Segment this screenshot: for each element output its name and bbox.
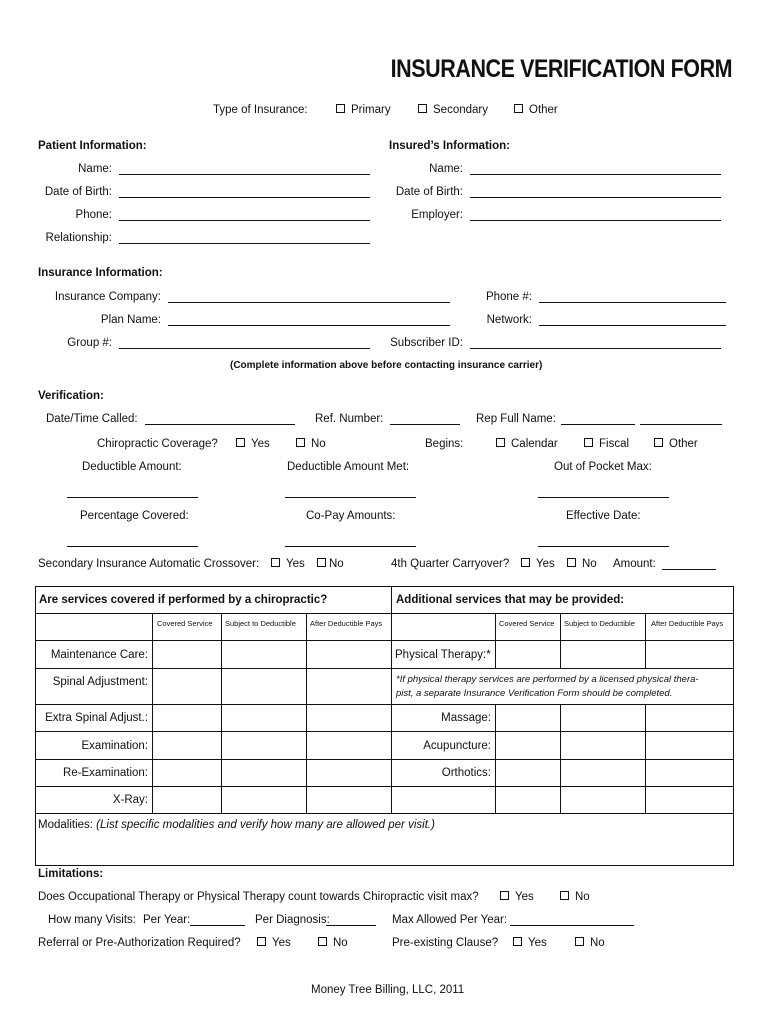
crossover-yes-checkbox[interactable] [271, 558, 280, 567]
insurance-phone-field[interactable] [539, 302, 726, 303]
crossover-yes-label: Yes [286, 558, 305, 570]
ref-number-field[interactable] [390, 424, 460, 425]
insured-dob-field[interactable] [470, 197, 721, 198]
q4-carryover-label: 4th Quarter Carryover? [391, 558, 510, 570]
modalities-label: Modalities: [38, 819, 93, 831]
referral-yes-checkbox[interactable] [257, 937, 266, 946]
crossover-no-checkbox[interactable] [317, 558, 326, 567]
pt-note-line1: *If physical therapy services are performed by a licensed physical thera- [396, 674, 699, 685]
row-spinal-adjustment: Spinal Adjustment: [52, 676, 148, 688]
chiro-yes-checkbox[interactable] [236, 438, 245, 447]
preexisting-label: Pre-existing Clause? [392, 937, 499, 949]
type-of-insurance-label: Type of Insurance: [213, 104, 308, 116]
referral-no-label: No [333, 937, 348, 949]
col-covered-right: Covered Service [499, 619, 555, 628]
col-covered-left: Covered Service [157, 619, 213, 628]
col-after-right: After Deductible Pays [651, 619, 724, 628]
col-subject-right: Subject to Deductible [564, 619, 635, 628]
ot-no-checkbox[interactable] [560, 891, 569, 900]
page-title: INSURANCE VERIFICATION FORM [390, 55, 732, 83]
begins-other-checkbox[interactable] [654, 438, 663, 447]
oop-max-label: Out of Pocket Max: [554, 461, 652, 473]
begins-label: Begins: [425, 438, 464, 450]
effective-date-label: Effective Date: [566, 510, 641, 522]
preexisting-yes-checkbox[interactable] [513, 937, 522, 946]
patient-name-label: Name: [78, 163, 112, 175]
insured-dob-label: Date of Birth: [395, 186, 463, 198]
ot-yes-checkbox[interactable] [500, 891, 509, 900]
max-allowed-label: Max Allowed Per Year: [392, 914, 508, 926]
row-extra-spinal: Extra Spinal Adjust.: [45, 712, 148, 724]
secondary-checkbox[interactable] [418, 104, 427, 113]
col-after-left: After Deductible Pays [310, 619, 383, 628]
additional-services-header: Additional services that may be provided: [396, 594, 625, 606]
patient-phone-label: Phone: [75, 209, 112, 221]
q4-no-checkbox[interactable] [567, 558, 576, 567]
per-diagnosis-field[interactable] [326, 925, 376, 926]
primary-checkbox[interactable] [336, 104, 345, 113]
plan-name-field[interactable] [168, 325, 450, 326]
begins-other-label: Other [669, 438, 698, 450]
row-physical-therapy: Physical Therapy:* [395, 649, 491, 661]
oop-max-field[interactable] [538, 497, 669, 498]
patient-relationship-label: Relationship: [45, 232, 112, 244]
date-time-called-field[interactable] [145, 424, 295, 425]
row-acupuncture: Acupuncture: [423, 740, 491, 752]
row-maintenance-care: Maintenance Care: [50, 649, 148, 661]
chiro-no-checkbox[interactable] [296, 438, 305, 447]
q4-yes-checkbox[interactable] [521, 558, 530, 567]
insured-employer-label: Employer: [411, 209, 463, 221]
modalities-note: (List specific modalities and verify how many are allowed per visit.) [96, 819, 435, 831]
q4-no-label: No [582, 558, 597, 570]
limitations-heading: Limitations: [38, 868, 104, 880]
row-re-examination: Re-Examination: [62, 767, 148, 779]
network-field[interactable] [539, 325, 726, 326]
insurance-note: (Complete information above before contacting insurance carrier) [230, 360, 543, 371]
footer-credit: Money Tree Billing, LLC, 2011 [311, 984, 465, 996]
group-field[interactable] [119, 348, 370, 349]
row-massage: Massage: [441, 712, 491, 724]
crossover-no-label: No [329, 558, 344, 570]
percentage-covered-label: Percentage Covered: [80, 510, 189, 522]
insurance-phone-label: Phone #: [485, 291, 532, 303]
other-label: Other [529, 104, 558, 116]
preexisting-no-checkbox[interactable] [575, 937, 584, 946]
rep-name-label: Rep Full Name: [476, 413, 556, 425]
ref-number-label: Ref. Number: [315, 413, 384, 425]
patient-name-field[interactable] [119, 174, 370, 175]
network-label: Network: [486, 314, 532, 326]
ot-yes-label: Yes [515, 891, 534, 903]
insurance-company-label: Insurance Company: [54, 291, 161, 303]
amount-field[interactable] [662, 569, 716, 570]
copay-label: Co-Pay Amounts: [306, 510, 396, 522]
insurance-company-field[interactable] [168, 302, 450, 303]
amount-label: Amount: [613, 558, 656, 570]
pt-note-line2: pist, a separate Insurance Verification Form should be completed. [396, 688, 673, 699]
other-checkbox[interactable] [514, 104, 523, 113]
referral-yes-label: Yes [272, 937, 291, 949]
chiro-no-label: No [311, 438, 326, 450]
preexisting-yes-label: Yes [528, 937, 547, 949]
insured-info-heading: Insured’s Information: [389, 140, 510, 152]
ot-question: Does Occupational Therapy or Physical Therapy count towards Chiropractic visit max? [38, 891, 479, 903]
patient-info-heading: Patient Information: [38, 140, 147, 152]
calendar-checkbox[interactable] [496, 438, 505, 447]
modalities-row [38, 818, 435, 832]
fiscal-label: Fiscal [599, 438, 630, 450]
calendar-label: Calendar [511, 438, 558, 450]
max-allowed-field[interactable] [510, 925, 634, 926]
preexisting-no-label: No [590, 937, 605, 949]
fiscal-checkbox[interactable] [584, 438, 593, 447]
chiro-services-header: Are services covered if performed by a chiropractic? [39, 594, 328, 606]
rep-first-name-field[interactable] [561, 424, 635, 425]
referral-no-checkbox[interactable] [318, 937, 327, 946]
deductible-amount-field[interactable] [67, 497, 198, 498]
how-many-visits-label: How many Visits: [48, 914, 136, 926]
per-year-label: Per Year: [143, 914, 191, 926]
effective-date-field[interactable] [538, 546, 669, 547]
copay-field[interactable] [285, 546, 416, 547]
subscriber-id-field[interactable] [470, 348, 721, 349]
insured-employer-field[interactable] [470, 220, 721, 221]
insurance-info-heading: Insurance Information: [38, 267, 163, 279]
ot-no-label: No [575, 891, 590, 903]
per-year-field[interactable] [190, 925, 245, 926]
patient-relationship-field[interactable] [119, 243, 370, 244]
subscriber-id-label: Subscriber ID: [390, 337, 463, 349]
rep-last-name-field[interactable] [640, 424, 722, 425]
chiro-yes-label: Yes [251, 438, 270, 450]
per-diagnosis-label: Per Diagnosis: [255, 914, 330, 926]
group-label: Group #: [67, 337, 112, 349]
row-xray: X-Ray: [112, 794, 148, 806]
primary-label: Primary [351, 104, 391, 116]
patient-dob-field[interactable] [119, 197, 370, 198]
chiro-coverage-label: Chiropractic Coverage? [97, 438, 218, 450]
col-subject-left: Subject to Deductible [225, 619, 296, 628]
patient-dob-label: Date of Birth: [44, 186, 112, 198]
patient-phone-field[interactable] [119, 220, 370, 221]
percentage-covered-field[interactable] [67, 546, 198, 547]
row-orthotics: Orthotics: [441, 767, 491, 779]
referral-label: Referral or Pre-Authorization Required? [38, 937, 241, 949]
date-time-called-label: Date/Time Called: [46, 413, 138, 425]
deductible-met-field[interactable] [285, 497, 416, 498]
secondary-label: Secondary [433, 104, 488, 116]
insured-name-field[interactable] [470, 174, 721, 175]
row-examination: Examination: [81, 740, 148, 752]
table-center-divider [391, 586, 392, 813]
plan-name-label: Plan Name: [100, 314, 161, 326]
verification-heading: Verification: [38, 390, 104, 402]
crossover-label: Secondary Insurance Automatic Crossover: [38, 558, 260, 570]
insured-name-label: Name: [429, 163, 463, 175]
deductible-amount-label: Deductible Amount: [82, 461, 182, 473]
q4-yes-label: Yes [536, 558, 555, 570]
deductible-met-label: Deductible Amount Met: [287, 461, 410, 473]
